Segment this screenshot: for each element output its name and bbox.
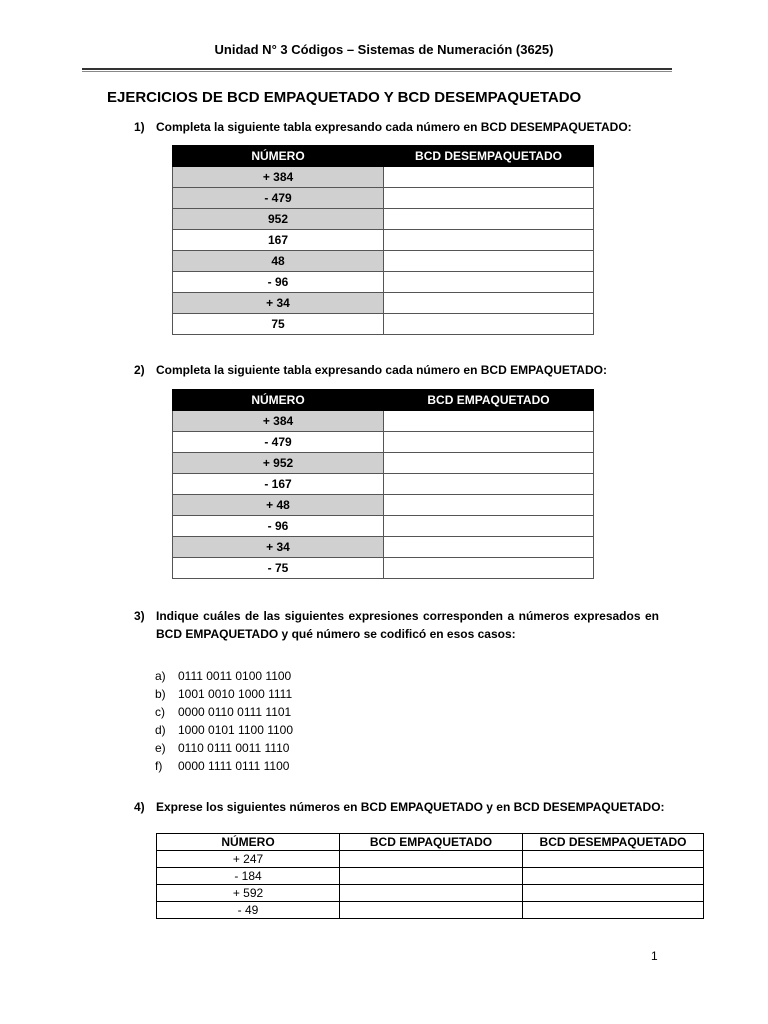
answer-cell[interactable]	[523, 868, 704, 885]
number-cell: 75	[173, 314, 384, 335]
number-cell: - 184	[157, 868, 340, 885]
number-cell: + 952	[173, 453, 384, 474]
number-cell: + 34	[173, 293, 384, 314]
table-row	[173, 411, 594, 432]
column-header-numero: NÚMERO	[173, 146, 384, 167]
question-4	[134, 800, 665, 814]
column-header-bcd-desempaquetado: BCD DESEMPAQUETADO	[523, 834, 704, 851]
list-item	[155, 703, 293, 721]
number-cell: - 167	[173, 474, 384, 495]
answer-cell[interactable]	[384, 453, 594, 474]
number-cell: - 96	[173, 516, 384, 537]
item-label: a)	[155, 669, 166, 683]
item-value: 0000 1111 0111 1100	[178, 759, 290, 773]
answer-cell[interactable]	[384, 188, 594, 209]
table-row	[173, 314, 594, 335]
answer-cell[interactable]	[384, 209, 594, 230]
question-1	[134, 120, 632, 134]
table-bcd-both	[156, 833, 704, 919]
answer-cell[interactable]	[340, 902, 523, 919]
item-value: 0110 0111 0011 1110	[178, 741, 290, 755]
question-text: Completa la siguiente tabla expresando cada número en BCD EMPAQUETADO:	[156, 363, 607, 377]
table-row	[173, 209, 594, 230]
table-row	[173, 272, 594, 293]
table-row	[157, 902, 704, 919]
column-header-bcd-empaquetado: BCD EMPAQUETADO	[384, 390, 594, 411]
answer-cell[interactable]	[384, 293, 594, 314]
item-label: c)	[155, 705, 165, 719]
list-item	[155, 739, 293, 757]
answer-cell[interactable]	[384, 474, 594, 495]
number-cell: 167	[173, 230, 384, 251]
number-cell: - 96	[173, 272, 384, 293]
question-2	[134, 363, 607, 377]
column-header-numero: NÚMERO	[157, 834, 340, 851]
number-cell: - 49	[157, 902, 340, 919]
item-value: 1000 0101 1100 1100	[178, 723, 294, 737]
item-label: b)	[155, 687, 166, 701]
list-item	[155, 721, 293, 739]
answer-cell[interactable]	[384, 251, 594, 272]
column-header-bcd-desempaquetado: BCD DESEMPAQUETADO	[384, 146, 594, 167]
number-cell: 952	[173, 209, 384, 230]
answer-cell[interactable]	[384, 516, 594, 537]
item-label: d)	[155, 723, 166, 737]
column-header-numero: NÚMERO	[173, 390, 384, 411]
answer-cell[interactable]	[340, 868, 523, 885]
column-header-bcd-empaquetado: BCD EMPAQUETADO	[340, 834, 523, 851]
expression-list	[155, 667, 293, 775]
item-value: 0000 0110 0111 1101	[178, 705, 292, 719]
number-cell: + 34	[173, 537, 384, 558]
answer-cell[interactable]	[384, 537, 594, 558]
item-label: e)	[155, 741, 166, 755]
answer-cell[interactable]	[340, 851, 523, 868]
table-bcd-empaquetado	[172, 389, 594, 579]
table-row	[157, 868, 704, 885]
table-row	[173, 230, 594, 251]
table-row	[173, 251, 594, 272]
question-3	[134, 607, 659, 643]
item-label: f)	[155, 759, 163, 773]
table-row	[173, 495, 594, 516]
answer-cell[interactable]	[384, 432, 594, 453]
question-text: Completa la siguiente tabla expresando cada número en BCD DESEMPAQUETADO:	[156, 120, 632, 134]
answer-cell[interactable]	[384, 230, 594, 251]
table-row	[173, 516, 594, 537]
item-value: 0111 0011 0100 1100	[178, 669, 292, 683]
answer-cell[interactable]	[384, 411, 594, 432]
answer-cell[interactable]	[384, 167, 594, 188]
table-bcd-desempaquetado	[172, 145, 594, 335]
number-cell: + 247	[157, 851, 340, 868]
table-row	[173, 188, 594, 209]
table-row	[157, 851, 704, 868]
item-value: 1001 0010 1000 1111	[178, 687, 293, 701]
table-row	[173, 474, 594, 495]
number-cell: + 48	[173, 495, 384, 516]
list-item	[155, 685, 293, 703]
answer-cell[interactable]	[384, 558, 594, 579]
table-row	[173, 558, 594, 579]
list-item	[155, 757, 293, 775]
table-row	[173, 537, 594, 558]
question-number: 3)	[134, 609, 145, 623]
table-row	[173, 432, 594, 453]
table-row	[173, 167, 594, 188]
answer-cell[interactable]	[523, 851, 704, 868]
question-number: 2)	[134, 363, 145, 377]
list-item	[155, 667, 293, 685]
page-title: EJERCICIOS DE BCD EMPAQUETADO Y BCD DESEMPAQUETADO	[107, 89, 582, 106]
number-cell: + 592	[157, 885, 340, 902]
number-cell: + 384	[173, 411, 384, 432]
question-text: Indique cuáles de las siguientes expresiones corresponden a números expresados en BCD EMPAQUETADO y qué número se codificó en esos casos:	[156, 609, 659, 641]
answer-cell[interactable]	[340, 885, 523, 902]
answer-cell[interactable]	[384, 272, 594, 293]
number-cell: - 479	[173, 432, 384, 453]
page-header: Unidad N° 3 Códigos – Sistemas de Numeración (3625)	[214, 42, 554, 57]
table-row	[173, 453, 594, 474]
answer-cell[interactable]	[523, 902, 704, 919]
number-cell: + 384	[173, 167, 384, 188]
header-rule-thin	[82, 71, 672, 72]
table-row	[173, 293, 594, 314]
number-cell: - 75	[173, 558, 384, 579]
page-number: 1	[651, 949, 658, 963]
question-text: Exprese los siguientes números en BCD EMPAQUETADO y en BCD DESEMPAQUETADO:	[156, 800, 665, 814]
answer-cell[interactable]	[384, 314, 594, 335]
header-rule	[82, 68, 672, 70]
answer-cell[interactable]	[384, 495, 594, 516]
question-number: 4)	[134, 800, 145, 814]
number-cell: - 479	[173, 188, 384, 209]
table-row	[157, 885, 704, 902]
answer-cell[interactable]	[523, 885, 704, 902]
number-cell: 48	[173, 251, 384, 272]
question-number: 1)	[134, 120, 145, 134]
